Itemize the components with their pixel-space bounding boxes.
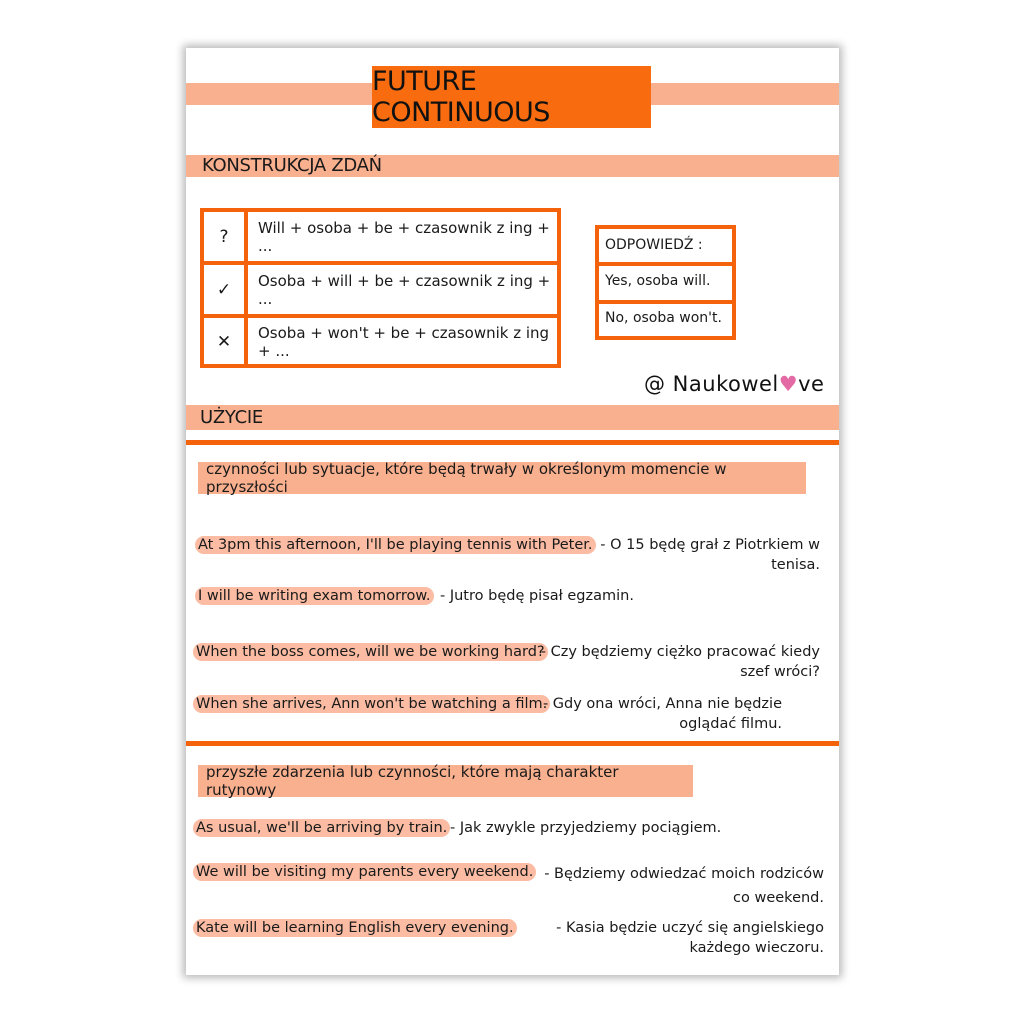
answers-divider bbox=[599, 262, 732, 266]
example-english bbox=[193, 862, 536, 882]
structure-pattern: Osoba + won't + be + czasownik z ing + ... bbox=[258, 324, 550, 360]
example-translation: - O 15 będę grał z Piotrkiem w tenisa. bbox=[600, 537, 820, 573]
example-english bbox=[195, 535, 596, 555]
example-english bbox=[195, 586, 434, 606]
example-english bbox=[193, 918, 517, 938]
example-english bbox=[193, 818, 450, 838]
example-english bbox=[193, 642, 548, 662]
question-symbol: ? bbox=[204, 212, 248, 261]
structure-table bbox=[200, 208, 561, 368]
example-highlight: As usual, we'll be arriving by train. bbox=[193, 819, 450, 837]
heart-icon: ♥ bbox=[778, 372, 799, 396]
example-highlight: Kate will be learning English every evening. bbox=[193, 919, 517, 937]
usage-band bbox=[186, 405, 839, 430]
example-translation: - Jutro będę pisał egzamin. bbox=[440, 588, 634, 604]
answer-no: No, osoba won't. bbox=[605, 310, 722, 326]
example-highlight: I will be writing exam tomorrow. bbox=[195, 587, 434, 605]
example-highlight: At 3pm this afternoon, I'll be playing tennis with Peter. bbox=[195, 536, 596, 554]
example-highlight: We will be visiting my parents every weekend. bbox=[193, 863, 536, 881]
cross-icon: ✕ bbox=[204, 318, 248, 366]
structure-row-question bbox=[204, 212, 557, 261]
example-translation: - Czy będziemy ciężko pracować kiedy szef wróci? bbox=[540, 644, 820, 680]
example-translation: - Kasia będzie uczyć się angielskiego każdego wieczoru. bbox=[556, 920, 824, 956]
example-translation: - Jak zwykle przyjedziemy pociągiem. bbox=[450, 820, 722, 836]
answer-yes: Yes, osoba will. bbox=[605, 273, 711, 289]
brand-prefix: @ Naukowel bbox=[644, 372, 779, 396]
page-title: FUTURE CONTINUOUS bbox=[372, 66, 651, 128]
example-highlight: When she arrives, Ann won't be watching a film. bbox=[193, 695, 550, 713]
structure-row-affirmative bbox=[204, 265, 557, 314]
example-highlight: When the boss comes, will we be working hard? bbox=[193, 643, 548, 661]
example-translation: - Gdy ona wróci, Anna nie będzie oglądać filmu. bbox=[542, 696, 782, 732]
structure-row-negative bbox=[204, 318, 557, 366]
check-icon: ✓ bbox=[204, 265, 248, 314]
structure-pattern: Will + osoba + be + czasownik z ing + ... bbox=[258, 218, 550, 255]
divider-2 bbox=[186, 741, 839, 746]
example-translation: - Będziemy odwiedzać moich rodziców co weekend. bbox=[544, 866, 824, 906]
brand-handle bbox=[644, 372, 824, 396]
answers-header: ODPOWIEDŹ : bbox=[605, 237, 703, 253]
brand-suffix: ve bbox=[798, 372, 825, 396]
usage-category-1: czynności lub sytuacje, które będą trwały w określonym momencie w przyszłości bbox=[198, 462, 806, 494]
usage-category-2: przyszłe zdarzenia lub czynności, które mają charakter rutynowy bbox=[198, 765, 693, 797]
section-construction-heading: KONSTRUKCJA ZDAŃ bbox=[202, 155, 382, 176]
divider-1 bbox=[186, 440, 839, 445]
structure-pattern: Osoba + will + be + czasownik z ing + ... bbox=[258, 271, 551, 308]
example-english bbox=[193, 694, 550, 714]
section-usage-heading: UŻYCIE bbox=[200, 407, 263, 428]
answers-box bbox=[595, 225, 736, 340]
answers-divider bbox=[599, 300, 732, 304]
